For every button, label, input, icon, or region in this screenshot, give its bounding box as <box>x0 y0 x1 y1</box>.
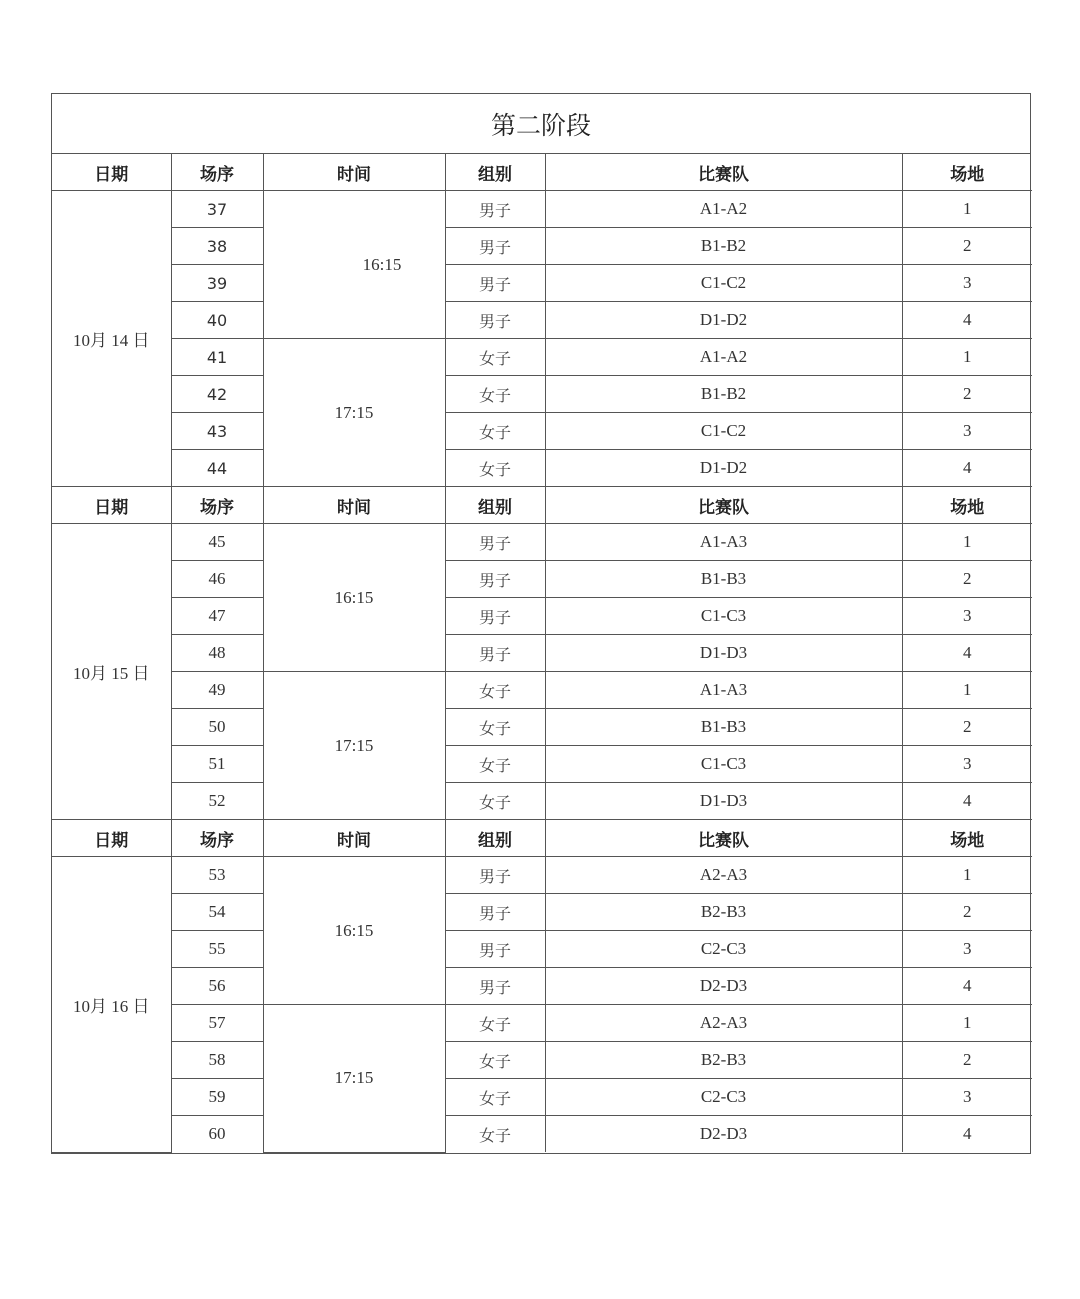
group-cell: 男子 <box>445 524 545 561</box>
match-seq: 52 <box>171 783 263 820</box>
group-cell: 女子 <box>445 339 545 376</box>
court-cell: 1 <box>902 857 1032 894</box>
time-cell <box>263 191 445 339</box>
table-row <box>52 709 1032 746</box>
table-row <box>52 1116 1032 1153</box>
time-label: 17:15 <box>334 1068 374 1088</box>
match-seq: 56 <box>171 968 263 1005</box>
teams-cell: A1-A2 <box>545 339 902 376</box>
group-cell: 女子 <box>445 1042 545 1079</box>
match-seq: 54 <box>171 894 263 931</box>
time-cell <box>263 1005 445 1153</box>
match-seq: 38 <box>171 228 263 265</box>
court-cell: 2 <box>902 228 1032 265</box>
table-row <box>52 1005 1032 1042</box>
table-row <box>52 1079 1032 1116</box>
schedule-body <box>52 154 1032 1152</box>
match-seq: 53 <box>171 857 263 894</box>
match-seq: 60 <box>171 1116 263 1153</box>
column-header-time: 时间 <box>263 820 445 857</box>
table-row <box>52 413 1032 450</box>
court-cell: 1 <box>902 1005 1032 1042</box>
schedule-table <box>52 154 1032 1153</box>
court-cell: 3 <box>902 265 1032 302</box>
column-header-teams: 比赛队 <box>545 487 902 524</box>
match-seq: 41 <box>171 339 263 376</box>
group-cell: 男子 <box>445 968 545 1005</box>
group-cell: 女子 <box>445 1079 545 1116</box>
table-row <box>52 191 1032 228</box>
teams-cell: B1-B3 <box>545 561 902 598</box>
table-row <box>52 339 1032 376</box>
column-header-group: 组别 <box>445 154 545 191</box>
match-seq: 43 <box>171 413 263 450</box>
table-row <box>52 931 1032 968</box>
teams-cell: B1-B2 <box>545 228 902 265</box>
match-seq: 44 <box>171 450 263 487</box>
group-cell: 男子 <box>445 598 545 635</box>
table-row <box>52 894 1032 931</box>
group-cell: 男子 <box>445 191 545 228</box>
group-cell: 男子 <box>445 931 545 968</box>
table-row <box>52 968 1032 1005</box>
group-cell: 男子 <box>445 265 545 302</box>
court-cell: 4 <box>902 968 1032 1005</box>
teams-cell: A2-A3 <box>545 857 902 894</box>
table-row <box>52 228 1032 265</box>
court-cell: 3 <box>902 413 1032 450</box>
time-cell <box>263 339 445 487</box>
teams-cell: A2-A3 <box>545 1005 902 1042</box>
teams-cell: A1-A3 <box>545 672 902 709</box>
teams-cell: D1-D3 <box>545 635 902 672</box>
column-header-seq: 场序 <box>171 487 263 524</box>
group-cell: 女子 <box>445 709 545 746</box>
group-cell: 女子 <box>445 672 545 709</box>
column-header-seq: 场序 <box>171 154 263 191</box>
table-row <box>52 635 1032 672</box>
court-cell: 2 <box>902 561 1032 598</box>
date-cell: 10月 14 日 <box>52 191 171 487</box>
time-label: 16:15 <box>334 587 374 607</box>
teams-cell: B1-B3 <box>545 709 902 746</box>
teams-cell: C2-C3 <box>545 931 902 968</box>
match-seq: 51 <box>171 746 263 783</box>
court-cell: 3 <box>902 746 1032 783</box>
time-label: 17:15 <box>334 402 374 422</box>
teams-cell: D1-D2 <box>545 450 902 487</box>
group-cell: 女子 <box>445 1005 545 1042</box>
time-cell <box>263 672 445 820</box>
court-cell: 3 <box>902 1079 1032 1116</box>
column-header-court: 场地 <box>902 820 1032 857</box>
court-cell: 3 <box>902 931 1032 968</box>
date-cell: 10月 15 日 <box>52 524 171 820</box>
group-cell: 男子 <box>445 635 545 672</box>
court-cell: 3 <box>902 598 1032 635</box>
table-row <box>52 302 1032 339</box>
time-cell <box>263 857 445 1005</box>
court-cell: 1 <box>902 524 1032 561</box>
table-row <box>52 746 1032 783</box>
match-seq: 46 <box>171 561 263 598</box>
column-header-date: 日期 <box>52 154 171 191</box>
column-header-teams: 比赛队 <box>545 154 902 191</box>
teams-cell: C1-C3 <box>545 746 902 783</box>
court-cell: 4 <box>902 302 1032 339</box>
match-seq: 55 <box>171 931 263 968</box>
group-cell: 女子 <box>445 450 545 487</box>
table-row <box>52 265 1032 302</box>
table-row <box>52 1042 1032 1079</box>
table-row <box>52 598 1032 635</box>
time-label: 16:15 <box>362 254 402 274</box>
date-cell: 10月 16 日 <box>52 857 171 1153</box>
table-row <box>52 450 1032 487</box>
group-cell: 女子 <box>445 746 545 783</box>
table-row <box>52 561 1032 598</box>
group-cell: 男子 <box>445 894 545 931</box>
match-seq: 39 <box>171 265 263 302</box>
court-cell: 1 <box>902 672 1032 709</box>
court-cell: 2 <box>902 709 1032 746</box>
teams-cell: D1-D3 <box>545 783 902 820</box>
column-header-court: 场地 <box>902 154 1032 191</box>
court-cell: 4 <box>902 450 1032 487</box>
table-row <box>52 376 1032 413</box>
teams-cell: B1-B2 <box>545 376 902 413</box>
column-header-court: 场地 <box>902 487 1032 524</box>
court-cell: 2 <box>902 894 1032 931</box>
table-row <box>52 857 1032 894</box>
match-seq: 50 <box>171 709 263 746</box>
column-header-date: 日期 <box>52 487 171 524</box>
group-cell: 女子 <box>445 376 545 413</box>
teams-cell: A1-A3 <box>545 524 902 561</box>
match-seq: 37 <box>171 191 263 228</box>
group-cell: 男子 <box>445 561 545 598</box>
match-seq: 48 <box>171 635 263 672</box>
time-label: 17:15 <box>334 735 374 755</box>
teams-cell: B2-B3 <box>545 1042 902 1079</box>
group-cell: 男子 <box>445 228 545 265</box>
table-row <box>52 672 1032 709</box>
court-cell: 4 <box>902 783 1032 820</box>
column-header-time: 时间 <box>263 487 445 524</box>
column-header-date: 日期 <box>52 820 171 857</box>
column-header-group: 组别 <box>445 820 545 857</box>
table-row <box>52 524 1032 561</box>
match-seq: 59 <box>171 1079 263 1116</box>
court-cell: 1 <box>902 339 1032 376</box>
time-cell <box>263 524 445 672</box>
court-cell: 2 <box>902 1042 1032 1079</box>
teams-cell: D1-D2 <box>545 302 902 339</box>
court-cell: 4 <box>902 1116 1032 1153</box>
group-cell: 女子 <box>445 413 545 450</box>
match-seq: 42 <box>171 376 263 413</box>
match-seq: 40 <box>171 302 263 339</box>
teams-cell: D2-D3 <box>545 1116 902 1153</box>
teams-cell: C2-C3 <box>545 1079 902 1116</box>
teams-cell: A1-A2 <box>545 191 902 228</box>
match-seq: 49 <box>171 672 263 709</box>
match-seq: 45 <box>171 524 263 561</box>
page-title: 第二阶段 <box>52 94 1030 154</box>
table-row <box>52 783 1032 820</box>
group-cell: 男子 <box>445 857 545 894</box>
court-cell: 4 <box>902 635 1032 672</box>
teams-cell: D2-D3 <box>545 968 902 1005</box>
header-row <box>52 154 1032 191</box>
column-header-time: 时间 <box>263 154 445 191</box>
teams-cell: B2-B3 <box>545 894 902 931</box>
column-header-group: 组别 <box>445 487 545 524</box>
court-cell: 1 <box>902 191 1032 228</box>
group-cell: 男子 <box>445 302 545 339</box>
match-seq: 58 <box>171 1042 263 1079</box>
schedule-sheet <box>51 93 1031 1154</box>
court-cell: 2 <box>902 376 1032 413</box>
group-cell: 女子 <box>445 1116 545 1153</box>
match-seq: 57 <box>171 1005 263 1042</box>
time-label: 16:15 <box>334 920 374 940</box>
header-row <box>52 820 1032 857</box>
header-row <box>52 487 1032 524</box>
column-header-teams: 比赛队 <box>545 820 902 857</box>
column-header-seq: 场序 <box>171 820 263 857</box>
teams-cell: C1-C2 <box>545 265 902 302</box>
teams-cell: C1-C2 <box>545 413 902 450</box>
group-cell: 女子 <box>445 783 545 820</box>
match-seq: 47 <box>171 598 263 635</box>
teams-cell: C1-C3 <box>545 598 902 635</box>
